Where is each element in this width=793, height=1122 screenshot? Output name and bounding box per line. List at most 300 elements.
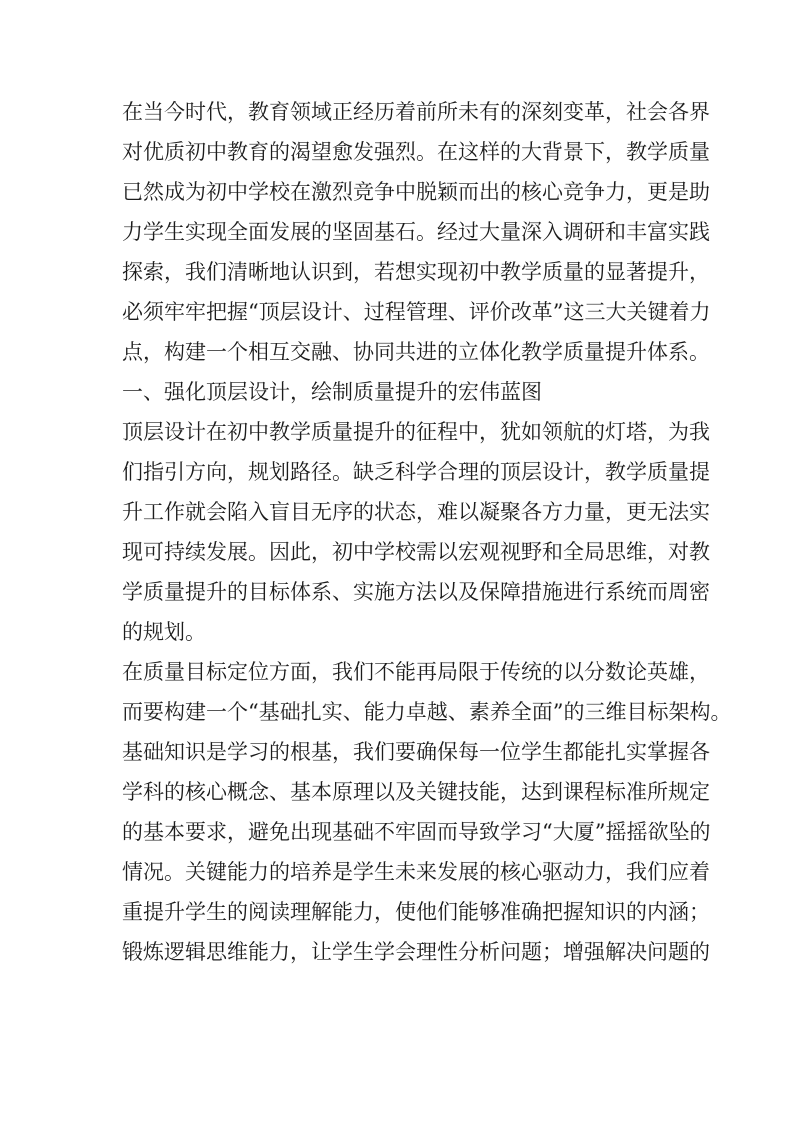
document-glyph: 准 [626, 780, 647, 804]
document-glyph: 教 [689, 540, 710, 564]
document-glyph: 系 [668, 340, 689, 364]
document-glyph: 本 [164, 820, 185, 844]
document-glyph: 现 [437, 260, 458, 284]
document-glyph: 会 [206, 500, 227, 524]
document-glyph: 学 [416, 460, 437, 484]
document-glyph: 竞 [353, 180, 374, 204]
document-glyph: “ [542, 820, 553, 844]
document-glyph: 让 [311, 940, 332, 964]
document-glyph: ” [552, 700, 564, 724]
document-glyph: 规 [668, 780, 689, 804]
document-glyph: 的 [395, 420, 416, 444]
document-glyph: 法 [668, 500, 689, 524]
document-glyph: 作 [164, 500, 185, 524]
document-glyph: 行 [584, 580, 605, 604]
document-glyph: 核 [521, 180, 542, 204]
document-glyph: 需 [416, 540, 437, 564]
document-glyph: 著 [626, 260, 647, 284]
document-glyph: 的 [584, 420, 605, 444]
document-glyph: 大 [479, 220, 500, 244]
document-glyph: 力 [563, 500, 584, 524]
document-glyph: 教 [248, 100, 269, 124]
document-glyph: 们 [122, 460, 143, 484]
document-glyph: ， [416, 500, 437, 524]
document-glyph: 各 [521, 500, 542, 524]
document-glyph: 的 [122, 820, 143, 844]
document-glyph: 题 [521, 940, 542, 964]
document-glyph: 质 [311, 420, 332, 444]
document-line [122, 492, 710, 532]
document-glyph: 的 [689, 820, 711, 844]
document-glyph: 成 [164, 180, 185, 204]
document-glyph: 进 [563, 580, 584, 604]
document-glyph: 初 [185, 140, 206, 164]
document-glyph: 力 [689, 300, 711, 324]
document-glyph: 质 [668, 140, 689, 164]
document-glyph: 提 [647, 260, 668, 284]
document-glyph: 能 [248, 940, 269, 964]
document-glyph: 现 [206, 220, 227, 244]
document-glyph: 的 [500, 180, 521, 204]
document-glyph: 导 [458, 820, 479, 844]
document-glyph: 的 [500, 100, 521, 124]
document-glyph: 力 [122, 220, 143, 244]
document-glyph: 社 [626, 100, 647, 124]
document-glyph: 使 [395, 900, 416, 924]
document-glyph: 领 [290, 100, 311, 124]
document-glyph: 保 [479, 580, 500, 604]
document-glyph: 宏 [458, 540, 479, 564]
document-glyph: 体 [290, 580, 311, 604]
document-glyph: 野 [521, 540, 542, 564]
document-glyph: 解 [605, 940, 626, 964]
document-glyph: ， [164, 260, 185, 284]
document-glyph: 维 [626, 540, 647, 564]
document-glyph: 握 [668, 740, 689, 764]
document-glyph: 领 [542, 420, 563, 444]
document-glyph: 现 [122, 540, 143, 564]
document-glyph: 每 [458, 740, 479, 764]
document-glyph: 质 [143, 580, 164, 604]
document-glyph: 数 [605, 660, 626, 684]
document-glyph: 来 [416, 860, 437, 884]
document-glyph: 心 [206, 780, 227, 804]
document-glyph: 科 [143, 780, 164, 804]
document-glyph: 面 [531, 700, 553, 724]
document-glyph: 争 [584, 180, 605, 204]
document-glyph: 确 [521, 900, 542, 924]
document-glyph: 这 [563, 300, 585, 324]
document-glyph: 我 [353, 740, 374, 764]
document-glyph: 竞 [563, 180, 584, 204]
document-glyph: 我 [332, 660, 353, 684]
document-glyph: 已 [122, 180, 143, 204]
document-glyph: 维 [227, 940, 248, 964]
document-glyph: 评 [468, 300, 490, 324]
document-glyph: 革 [531, 300, 553, 324]
document-glyph: 的 [227, 900, 248, 924]
document-glyph: 提 [689, 460, 710, 484]
document-glyph: 准 [500, 900, 521, 924]
document-glyph: 未 [395, 860, 416, 884]
document-glyph: 量 [164, 580, 185, 604]
document-line [122, 732, 710, 772]
document-glyph: 再 [416, 660, 437, 684]
document-glyph: 关 [416, 780, 437, 804]
document-glyph: 的 [563, 700, 585, 724]
document-glyph: 合 [437, 460, 458, 484]
document-glyph: 入 [542, 220, 563, 244]
document-glyph: 涵 [668, 900, 689, 924]
document-glyph: 望 [311, 140, 332, 164]
document-glyph: 于 [479, 660, 500, 684]
document-glyph: 丰 [626, 220, 647, 244]
document-glyph: 原 [332, 780, 353, 804]
document-glyph: 握 [563, 900, 584, 924]
document-glyph: 质 [164, 140, 185, 164]
document-glyph: 更 [626, 500, 647, 524]
document-glyph: 生 [206, 900, 227, 924]
document-glyph: 基 [311, 740, 332, 764]
document-glyph: 实 [353, 580, 374, 604]
document-glyph: 育 [248, 140, 269, 164]
document-glyph: 维 [605, 700, 627, 724]
document-glyph: 力 [384, 700, 406, 724]
document-glyph: 是 [206, 740, 227, 764]
document-glyph: 情 [122, 860, 143, 884]
document-glyph: 措 [521, 580, 542, 604]
document-glyph: 无 [647, 500, 668, 524]
document-glyph: 更 [647, 180, 668, 204]
document-glyph: 初 [332, 540, 353, 564]
document-glyph: 键 [647, 300, 669, 324]
document-glyph: 标 [605, 780, 626, 804]
document-glyph: 要 [395, 740, 416, 764]
document-line [122, 332, 710, 372]
document-glyph: 升 [668, 260, 689, 284]
document-glyph: 养 [311, 860, 332, 884]
document-glyph: ， [584, 460, 605, 484]
document-glyph: 入 [248, 500, 269, 524]
document-glyph: 层 [279, 300, 301, 324]
document-glyph: 中 [206, 140, 227, 164]
document-glyph: 互 [269, 340, 290, 364]
document-glyph: 系 [605, 580, 626, 604]
document-glyph: 学 [500, 820, 521, 844]
document-glyph: 展 [290, 220, 311, 244]
document-glyph: 一 [206, 340, 227, 364]
document-glyph: 索 [143, 260, 164, 284]
document-glyph: 目 [248, 580, 269, 604]
document-glyph: 难 [437, 500, 458, 524]
document-glyph: 课 [563, 780, 584, 804]
document-glyph: 升 [626, 340, 647, 364]
document-glyph: 厦 [573, 820, 595, 844]
document-glyph: 争 [374, 180, 395, 204]
document-glyph: 调 [563, 220, 584, 244]
document-glyph: 此 [290, 540, 311, 564]
document-glyph: 大 [605, 300, 627, 324]
document-glyph: 坚 [332, 220, 353, 244]
document-glyph: 教 [605, 460, 626, 484]
document-glyph: 核 [185, 780, 206, 804]
document-glyph: ， [605, 500, 626, 524]
document-line [122, 292, 711, 332]
document-glyph: 在 [290, 180, 311, 204]
document-glyph: 密 [689, 580, 710, 604]
document-glyph: 基 [258, 700, 280, 724]
document-glyph: 雄 [668, 660, 689, 684]
document-glyph: 这 [458, 140, 479, 164]
document-glyph: 程 [384, 300, 406, 324]
document-glyph: 实 [321, 700, 343, 724]
document-glyph: 教 [521, 340, 542, 364]
document-glyph: 方 [542, 500, 563, 524]
document-glyph: 理 [353, 780, 374, 804]
document-glyph: 的 [269, 140, 290, 164]
document-glyph: 培 [290, 860, 311, 884]
document-glyph: 质 [563, 340, 584, 364]
document-glyph: 能 [363, 700, 385, 724]
document-glyph: ， [332, 740, 353, 764]
document-glyph: 层 [143, 420, 164, 444]
document-glyph: 关 [626, 300, 648, 324]
document-glyph: 提 [143, 900, 164, 924]
document-glyph: 的 [479, 860, 500, 884]
document-line [122, 572, 710, 612]
document-glyph: 达 [521, 780, 542, 804]
document-glyph: 能 [479, 780, 500, 804]
document-glyph: 避 [248, 820, 269, 844]
document-glyph: 乏 [374, 460, 395, 484]
document-glyph: 样 [479, 140, 500, 164]
document-glyph: 聚 [500, 500, 521, 524]
document-glyph: 践 [689, 220, 710, 244]
document-glyph: 教 [269, 420, 290, 444]
document-glyph: 以 [437, 540, 458, 564]
document-glyph: 要 [185, 820, 206, 844]
document-glyph: 性 [437, 940, 458, 964]
document-glyph: 发 [353, 140, 374, 164]
document-glyph: 的 [437, 340, 458, 364]
document-glyph: 着 [689, 860, 710, 884]
document-glyph: 正 [332, 100, 353, 124]
document-glyph: 须 [143, 300, 164, 324]
document-glyph: 而 [458, 180, 479, 204]
document-glyph: 础 [279, 700, 301, 724]
document-glyph: 重 [122, 900, 143, 924]
document-glyph: 域 [311, 100, 332, 124]
document-glyph: 初 [458, 260, 479, 284]
document-glyph: 学 [521, 260, 542, 284]
document-glyph: ， [290, 940, 311, 964]
document-line [122, 772, 710, 812]
document-glyph: 面 [248, 220, 269, 244]
document-glyph: 学 [521, 740, 542, 764]
document-glyph: ， [605, 860, 626, 884]
document-glyph: 大 [552, 820, 574, 844]
document-glyph: 到 [542, 780, 563, 804]
document-glyph: 论 [626, 660, 647, 684]
document-glyph: 基 [290, 780, 311, 804]
document-glyph: 们 [353, 660, 374, 684]
document-glyph: 键 [437, 780, 458, 804]
document-glyph: 构 [164, 700, 185, 724]
document-glyph: 协 [353, 340, 374, 364]
document-glyph: 摇 [626, 820, 648, 844]
document-glyph: 固 [353, 220, 374, 244]
document-glyph: 必 [122, 300, 143, 324]
document-glyph: 规 [248, 460, 269, 484]
document-glyph: 关 [185, 860, 206, 884]
document-glyph: 、 [447, 700, 469, 724]
document-glyph: 渴 [290, 140, 311, 164]
document-glyph: 和 [605, 220, 626, 244]
document-glyph: 。 [689, 340, 710, 364]
document-glyph: 计 [185, 420, 206, 444]
document-line [122, 92, 710, 132]
document-glyph: 为 [668, 420, 689, 444]
document-glyph: 盲 [269, 500, 290, 524]
document-glyph: 时 [185, 100, 206, 124]
document-glyph: 学 [185, 900, 206, 924]
document-glyph: 的 [269, 740, 290, 764]
document-glyph: 量 [584, 340, 605, 364]
document-glyph: 各 [668, 100, 689, 124]
document-glyph: 下 [584, 140, 605, 164]
document-glyph: 就 [185, 500, 206, 524]
document-glyph: 问 [500, 940, 521, 964]
document-glyph: 中 [353, 540, 374, 564]
document-glyph: 计 [563, 460, 584, 484]
document-glyph: 想 [395, 260, 416, 284]
document-glyph: 价 [489, 300, 511, 324]
document-glyph: 三 [584, 300, 606, 324]
document-glyph: 驱 [542, 860, 563, 884]
document-glyph: 持 [164, 540, 185, 564]
document-glyph: 共 [395, 340, 416, 364]
document-glyph: 键 [206, 860, 227, 884]
document-glyph: 计 [321, 300, 343, 324]
document-glyph: 若 [374, 260, 395, 284]
document-glyph: 扎 [605, 740, 626, 764]
document-glyph: 标 [269, 580, 290, 604]
document-glyph: ， [605, 140, 626, 164]
document-glyph: 他 [416, 900, 437, 924]
document-glyph: 指 [143, 460, 164, 484]
document-glyph: 念 [248, 780, 269, 804]
document-glyph: 到 [332, 260, 353, 284]
document-glyph: 我 [626, 860, 647, 884]
document-glyph: 前 [416, 100, 437, 124]
document-glyph: 读 [269, 900, 290, 924]
document-glyph: 顶 [500, 460, 521, 484]
document-glyph: 统 [521, 660, 542, 684]
document-glyph: 序 [332, 500, 353, 524]
document-glyph: 地 [269, 260, 290, 284]
document-glyph: 题 [668, 940, 689, 964]
document-glyph: 目 [290, 500, 311, 524]
document-glyph: 点 [122, 340, 143, 364]
document-glyph: 提 [353, 420, 374, 444]
document-line [122, 172, 710, 212]
document-glyph: 习 [248, 740, 269, 764]
document-text-column [122, 92, 732, 972]
document-glyph: ， [647, 540, 668, 564]
document-glyph: 现 [311, 820, 332, 844]
document-glyph: 强 [374, 140, 395, 164]
document-glyph: 个 [227, 700, 248, 724]
document-glyph: 学 [626, 460, 647, 484]
document-glyph: 量 [563, 260, 584, 284]
document-glyph: 各 [689, 740, 710, 764]
document-glyph: 固 [416, 820, 437, 844]
document-glyph: 要 [143, 700, 164, 724]
document-glyph: 同 [374, 340, 395, 364]
document-glyph: 改 [510, 300, 532, 324]
document-glyph: 构 [689, 700, 711, 724]
document-glyph: 阅 [248, 900, 269, 924]
document-glyph: 不 [374, 660, 395, 684]
document-glyph: 量 [500, 220, 521, 244]
document-glyph: ， [626, 180, 647, 204]
document-glyph: ， [311, 540, 332, 564]
document-glyph: 能 [395, 660, 416, 684]
document-glyph: 生 [542, 740, 563, 764]
document-glyph: 的 [311, 220, 332, 244]
document-glyph: 层 [521, 460, 542, 484]
document-glyph: 系 [311, 580, 332, 604]
document-glyph: 富 [647, 220, 668, 244]
document-glyph: 障 [500, 580, 521, 604]
document-glyph: 的 [500, 140, 521, 164]
document-glyph: 不 [374, 820, 395, 844]
document-glyph: 视 [500, 540, 521, 564]
document-glyph: 研 [584, 220, 605, 244]
document-glyph: 向 [206, 460, 227, 484]
document-glyph: 逻 [164, 940, 185, 964]
document-glyph: 校 [395, 540, 416, 564]
document-glyph: 础 [143, 740, 164, 764]
document-glyph: 实 [626, 740, 647, 764]
document-glyph: 能 [458, 900, 479, 924]
document-glyph: 方 [269, 660, 290, 684]
document-glyph: 而 [122, 700, 143, 724]
document-glyph: 实 [689, 500, 710, 524]
document-glyph: 力 [248, 860, 269, 884]
document-glyph: 工 [143, 500, 164, 524]
document-glyph: 相 [248, 340, 269, 364]
document-glyph: 分 [584, 660, 605, 684]
document-glyph: 解 [311, 900, 332, 924]
document-glyph: 会 [395, 940, 416, 964]
document-glyph: 实 [185, 220, 206, 244]
document-glyph: 们 [206, 260, 227, 284]
document-glyph: 。 [248, 540, 269, 564]
document-glyph: 、 [332, 340, 353, 364]
document-glyph: 犹 [500, 420, 521, 444]
document-glyph: 全 [227, 220, 248, 244]
document-glyph: 学 [374, 940, 395, 964]
document-glyph: 强 [584, 940, 605, 964]
document-glyph: 炼 [143, 940, 164, 964]
document-glyph: 锻 [122, 940, 143, 964]
document-glyph: 的 [353, 500, 374, 524]
document-glyph: 对 [122, 140, 143, 164]
document-glyph: 升 [122, 500, 143, 524]
document-glyph: 力 [605, 180, 626, 204]
document-glyph: 学 [374, 540, 395, 564]
